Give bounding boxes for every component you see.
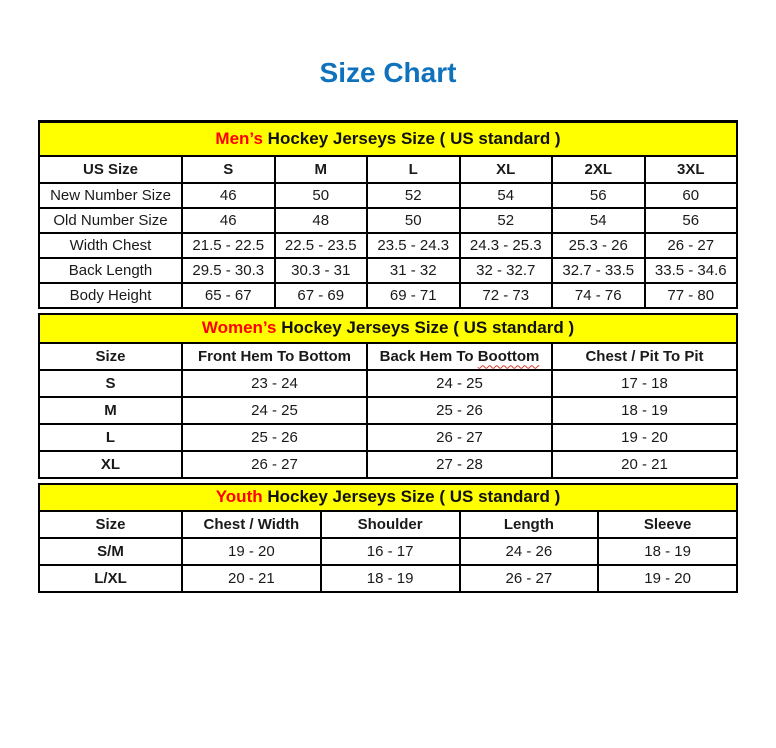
mens-row-label: Back Length xyxy=(39,258,182,283)
mens-title-rest: Hockey Jerseys Size ( US standard ) xyxy=(262,128,561,148)
womens-row-label: XL xyxy=(39,451,182,478)
mens-column-header: 3XL xyxy=(645,156,738,183)
womens-column-header: Chest / Pit To Pit xyxy=(552,343,737,370)
mens-cell: 74 - 76 xyxy=(552,283,645,308)
youth-size-table xyxy=(38,483,738,593)
mens-column-header: US Size xyxy=(39,156,182,183)
mens-title-highlight: Men’s xyxy=(215,128,263,148)
womens-section-title xyxy=(39,314,737,343)
mens-cell: 69 - 71 xyxy=(367,283,460,308)
mens-cell: 77 - 80 xyxy=(645,283,738,308)
womens-column-header: Size xyxy=(39,343,182,370)
youth-cell: 20 - 21 xyxy=(182,565,321,592)
womens-cell: 17 - 18 xyxy=(552,370,737,397)
youth-cell: 19 - 20 xyxy=(182,538,321,565)
mens-table-row xyxy=(39,283,737,308)
mens-row-label: Width Chest xyxy=(39,233,182,258)
mens-cell: 29.5 - 30.3 xyxy=(182,258,275,283)
womens-cell: 27 - 28 xyxy=(367,451,552,478)
mens-table-row xyxy=(39,233,737,258)
mens-cell: 21.5 - 22.5 xyxy=(182,233,275,258)
mens-cell: 22.5 - 23.5 xyxy=(275,233,368,258)
womens-title-rest: Hockey Jerseys Size ( US standard ) xyxy=(276,318,575,338)
mens-table-row xyxy=(39,258,737,283)
womens-column-header: Front Hem To Bottom xyxy=(182,343,367,370)
youth-row-label: L/XL xyxy=(39,565,182,592)
mens-row-label: New Number Size xyxy=(39,183,182,208)
womens-cell: 20 - 21 xyxy=(552,451,737,478)
mens-cell: 52 xyxy=(460,208,553,233)
mens-column-header: 2XL xyxy=(552,156,645,183)
youth-column-header: Shoulder xyxy=(321,511,460,538)
mens-row-label: Body Height xyxy=(39,283,182,308)
mens-cell: 56 xyxy=(552,183,645,208)
womens-table-row xyxy=(39,370,737,397)
page-title: Size Chart xyxy=(319,57,457,88)
mens-row-label: Old Number Size xyxy=(39,208,182,233)
mens-header-row xyxy=(39,156,737,183)
womens-cell: 24 - 25 xyxy=(367,370,552,397)
mens-column-header: L xyxy=(367,156,460,183)
womens-row-label: M xyxy=(39,397,182,424)
youth-cell: 24 - 26 xyxy=(460,538,599,565)
size-chart-page xyxy=(0,56,776,593)
womens-cell: 18 - 19 xyxy=(552,397,737,424)
womens-column-header-text: Back Hem To xyxy=(379,347,478,365)
youth-column-header: Sleeve xyxy=(598,511,737,538)
womens-cell: 25 - 26 xyxy=(182,424,367,451)
womens-size-table xyxy=(38,313,738,479)
mens-cell: 24.3 - 25.3 xyxy=(460,233,553,258)
mens-size-table xyxy=(38,120,738,309)
youth-row-label: S/M xyxy=(39,538,182,565)
mens-cell: 54 xyxy=(552,208,645,233)
womens-title-highlight: Women’s xyxy=(201,318,277,338)
youth-section-title-row xyxy=(39,484,737,511)
youth-cell: 19 - 20 xyxy=(598,565,737,592)
mens-cell: 32 - 32.7 xyxy=(460,258,553,283)
youth-column-header: Chest / Width xyxy=(182,511,321,538)
mens-cell: 52 xyxy=(367,183,460,208)
youth-table-row xyxy=(39,565,737,592)
mens-cell: 32.7 - 33.5 xyxy=(552,258,645,283)
mens-cell: 72 - 73 xyxy=(460,283,553,308)
mens-cell: 46 xyxy=(182,183,275,208)
mens-cell: 31 - 32 xyxy=(367,258,460,283)
mens-column-header: XL xyxy=(460,156,553,183)
mens-table-row xyxy=(39,183,737,208)
mens-column-header: S xyxy=(182,156,275,183)
mens-cell: 23.5 - 24.3 xyxy=(367,233,460,258)
womens-cell: 26 - 27 xyxy=(367,424,552,451)
womens-table-row xyxy=(39,451,737,478)
womens-section-title-row xyxy=(39,314,737,343)
womens-row-label: S xyxy=(39,370,182,397)
womens-table-row xyxy=(39,397,737,424)
misspelled-word: Boottom xyxy=(477,347,540,365)
youth-cell: 18 - 19 xyxy=(598,538,737,565)
youth-cell: 26 - 27 xyxy=(460,565,599,592)
womens-cell: 24 - 25 xyxy=(182,397,367,424)
mens-table-row xyxy=(39,208,737,233)
womens-header-row xyxy=(39,343,737,370)
youth-title-highlight: Youth xyxy=(215,487,263,507)
youth-title-rest: Hockey Jerseys Size ( US standard ) xyxy=(262,487,561,507)
womens-cell: 25 - 26 xyxy=(367,397,552,424)
mens-cell: 33.5 - 34.6 xyxy=(645,258,738,283)
mens-cell: 26 - 27 xyxy=(645,233,738,258)
mens-cell: 25.3 - 26 xyxy=(552,233,645,258)
mens-cell: 67 - 69 xyxy=(275,283,368,308)
womens-column-header xyxy=(367,343,552,370)
youth-table-row xyxy=(39,538,737,565)
mens-column-header: M xyxy=(275,156,368,183)
womens-cell: 26 - 27 xyxy=(182,451,367,478)
mens-cell: 46 xyxy=(182,208,275,233)
mens-cell: 50 xyxy=(367,208,460,233)
mens-cell: 65 - 67 xyxy=(182,283,275,308)
youth-cell: 18 - 19 xyxy=(321,565,460,592)
mens-section-title-row xyxy=(39,121,737,156)
womens-row-label: L xyxy=(39,424,182,451)
mens-cell: 54 xyxy=(460,183,553,208)
mens-section-title xyxy=(39,121,737,156)
mens-cell: 50 xyxy=(275,183,368,208)
youth-header-row xyxy=(39,511,737,538)
womens-cell: 23 - 24 xyxy=(182,370,367,397)
youth-section-title xyxy=(39,484,737,511)
mens-cell: 56 xyxy=(645,208,738,233)
youth-column-header: Size xyxy=(39,511,182,538)
mens-cell: 60 xyxy=(645,183,738,208)
mens-cell: 30.3 - 31 xyxy=(275,258,368,283)
youth-column-header: Length xyxy=(460,511,599,538)
womens-cell: 19 - 20 xyxy=(552,424,737,451)
womens-table-row xyxy=(39,424,737,451)
youth-cell: 16 - 17 xyxy=(321,538,460,565)
mens-cell: 48 xyxy=(275,208,368,233)
